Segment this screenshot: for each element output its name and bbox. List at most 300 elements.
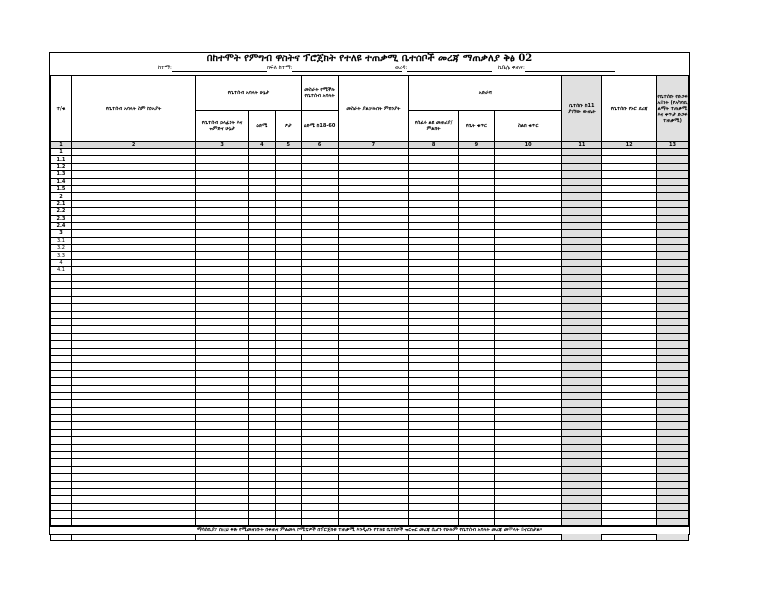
table-cell[interactable] [409, 149, 459, 156]
table-cell[interactable] [71, 163, 195, 170]
table-cell[interactable] [248, 422, 275, 429]
table-cell[interactable] [301, 333, 338, 340]
table-cell[interactable] [275, 333, 301, 340]
table-cell[interactable] [562, 156, 602, 163]
table-cell[interactable] [602, 503, 657, 510]
table-cell[interactable] [71, 259, 195, 266]
table-cell[interactable] [275, 466, 301, 473]
table-cell[interactable] [494, 518, 562, 525]
table-cell[interactable] [657, 437, 689, 444]
table-cell[interactable] [338, 230, 409, 237]
table-cell[interactable] [494, 282, 562, 289]
table-cell[interactable] [71, 407, 195, 414]
table-cell[interactable] [196, 518, 249, 525]
table-cell[interactable] [409, 245, 459, 252]
table-cell[interactable] [71, 252, 195, 259]
table-cell[interactable] [248, 481, 275, 488]
table-cell[interactable] [602, 363, 657, 370]
table-cell[interactable] [562, 363, 602, 370]
table-cell[interactable] [459, 452, 495, 459]
table-cell[interactable] [602, 222, 657, 229]
table-cell[interactable] [494, 245, 562, 252]
table-cell[interactable] [301, 496, 338, 503]
table-cell[interactable] [494, 222, 562, 229]
table-cell[interactable] [459, 348, 495, 355]
table-cell[interactable] [275, 222, 301, 229]
table-cell[interactable] [275, 296, 301, 303]
table-cell[interactable] [459, 363, 495, 370]
table-cell[interactable] [562, 422, 602, 429]
table-cell[interactable] [459, 385, 495, 392]
table-cell[interactable] [275, 289, 301, 296]
table-cell[interactable] [602, 400, 657, 407]
table-cell[interactable] [71, 245, 195, 252]
table-cell[interactable] [275, 230, 301, 237]
table-cell[interactable] [196, 429, 249, 436]
table-cell[interactable] [196, 289, 249, 296]
table-cell[interactable] [494, 259, 562, 266]
table-cell[interactable] [248, 488, 275, 495]
table-cell[interactable] [657, 370, 689, 377]
table-cell[interactable] [248, 459, 275, 466]
table-cell[interactable] [196, 156, 249, 163]
table-cell[interactable] [275, 149, 301, 156]
table-cell[interactable] [338, 511, 409, 518]
table-cell[interactable] [248, 282, 275, 289]
table-cell[interactable] [494, 163, 562, 170]
table-cell[interactable] [409, 318, 459, 325]
table-cell[interactable] [562, 222, 602, 229]
table-cell[interactable] [459, 488, 495, 495]
table-cell[interactable] [657, 415, 689, 422]
table-cell[interactable] [657, 385, 689, 392]
table-cell[interactable] [196, 466, 249, 473]
table-cell[interactable] [196, 511, 249, 518]
table-cell[interactable] [196, 282, 249, 289]
table-cell[interactable] [562, 185, 602, 192]
table-cell[interactable] [338, 163, 409, 170]
table-cell[interactable] [657, 222, 689, 229]
table-cell[interactable] [275, 252, 301, 259]
table-cell[interactable] [196, 259, 249, 266]
table-cell[interactable] [657, 481, 689, 488]
table-cell[interactable] [338, 422, 409, 429]
table-cell[interactable] [301, 400, 338, 407]
table-cell[interactable] [459, 511, 495, 518]
table-cell[interactable] [602, 378, 657, 385]
table-cell[interactable] [301, 178, 338, 185]
table-cell[interactable] [301, 363, 338, 370]
table-cell[interactable] [657, 400, 689, 407]
table-cell[interactable] [494, 193, 562, 200]
table-cell[interactable] [494, 466, 562, 473]
table-cell[interactable] [494, 267, 562, 274]
table-cell[interactable] [275, 503, 301, 510]
table-cell[interactable] [71, 429, 195, 436]
table-cell[interactable] [657, 518, 689, 525]
table-cell[interactable] [459, 415, 495, 422]
table-cell[interactable] [459, 407, 495, 414]
table-cell[interactable] [562, 385, 602, 392]
table-cell[interactable] [459, 355, 495, 362]
table-cell[interactable] [562, 311, 602, 318]
table-cell[interactable] [657, 274, 689, 281]
table-cell[interactable] [494, 444, 562, 451]
subcity-field[interactable] [267, 65, 402, 72]
table-cell[interactable] [275, 452, 301, 459]
table-cell[interactable] [248, 503, 275, 510]
table-cell[interactable] [657, 488, 689, 495]
table-cell[interactable] [657, 282, 689, 289]
table-cell[interactable] [196, 149, 249, 156]
table-cell[interactable] [338, 296, 409, 303]
table-cell[interactable] [301, 222, 338, 229]
table-cell[interactable] [301, 429, 338, 436]
table-cell[interactable] [562, 200, 602, 207]
table-cell[interactable] [459, 392, 495, 399]
table-cell[interactable] [657, 245, 689, 252]
table-cell[interactable] [71, 326, 195, 333]
table-cell[interactable] [602, 282, 657, 289]
table-cell[interactable] [409, 422, 459, 429]
table-cell[interactable] [494, 333, 562, 340]
table-cell[interactable] [196, 163, 249, 170]
table-cell[interactable] [409, 474, 459, 481]
table-cell[interactable] [602, 267, 657, 274]
table-cell[interactable] [562, 466, 602, 473]
table-cell[interactable] [562, 370, 602, 377]
table-cell[interactable] [562, 503, 602, 510]
table-cell[interactable] [196, 252, 249, 259]
table-cell[interactable] [196, 378, 249, 385]
table-cell[interactable] [338, 378, 409, 385]
table-cell[interactable] [602, 488, 657, 495]
table-cell[interactable] [562, 259, 602, 266]
table-cell[interactable] [602, 511, 657, 518]
table-cell[interactable] [301, 452, 338, 459]
table-cell[interactable] [494, 171, 562, 178]
table-cell[interactable] [248, 474, 275, 481]
table-cell[interactable] [338, 400, 409, 407]
table-cell[interactable] [196, 267, 249, 274]
table-cell[interactable] [275, 200, 301, 207]
table-cell[interactable] [494, 304, 562, 311]
table-cell[interactable] [494, 185, 562, 192]
table-cell[interactable] [196, 245, 249, 252]
table-cell[interactable] [275, 274, 301, 281]
table-cell[interactable] [338, 222, 409, 229]
table-cell[interactable] [275, 518, 301, 525]
table-cell[interactable] [409, 415, 459, 422]
table-cell[interactable] [275, 474, 301, 481]
table-cell[interactable] [196, 444, 249, 451]
table-cell[interactable] [409, 274, 459, 281]
table-cell[interactable] [196, 503, 249, 510]
table-cell[interactable] [562, 459, 602, 466]
table-cell[interactable] [248, 267, 275, 274]
table-cell[interactable] [602, 518, 657, 525]
table-cell[interactable] [301, 422, 338, 429]
table-cell[interactable] [275, 282, 301, 289]
table-cell[interactable] [494, 407, 562, 414]
table-cell[interactable] [409, 200, 459, 207]
table-cell[interactable] [248, 400, 275, 407]
table-cell[interactable] [71, 222, 195, 229]
table-cell[interactable] [657, 341, 689, 348]
table-cell[interactable] [602, 392, 657, 399]
table-cell[interactable] [196, 193, 249, 200]
table-cell[interactable] [602, 178, 657, 185]
table-cell[interactable] [409, 437, 459, 444]
table-cell[interactable] [459, 474, 495, 481]
table-cell[interactable] [196, 474, 249, 481]
table-cell[interactable] [71, 415, 195, 422]
table-cell[interactable] [71, 215, 195, 222]
table-cell[interactable] [196, 392, 249, 399]
table-cell[interactable] [248, 149, 275, 156]
table-cell[interactable] [275, 341, 301, 348]
table-cell[interactable] [409, 511, 459, 518]
table-cell[interactable] [196, 452, 249, 459]
table-cell[interactable] [459, 437, 495, 444]
table-cell[interactable] [301, 259, 338, 266]
table-cell[interactable] [71, 318, 195, 325]
table-cell[interactable] [275, 496, 301, 503]
table-cell[interactable] [71, 378, 195, 385]
table-cell[interactable] [602, 466, 657, 473]
table-cell[interactable] [409, 400, 459, 407]
table-cell[interactable] [71, 370, 195, 377]
table-cell[interactable] [602, 437, 657, 444]
table-cell[interactable] [459, 267, 495, 274]
table-cell[interactable] [562, 171, 602, 178]
table-cell[interactable] [301, 193, 338, 200]
table-cell[interactable] [602, 370, 657, 377]
table-cell[interactable] [338, 274, 409, 281]
table-cell[interactable] [459, 252, 495, 259]
table-cell[interactable] [248, 311, 275, 318]
table-cell[interactable] [248, 304, 275, 311]
table-cell[interactable] [562, 474, 602, 481]
table-cell[interactable] [71, 267, 195, 274]
table-cell[interactable] [248, 289, 275, 296]
table-cell[interactable] [459, 274, 495, 281]
table-cell[interactable] [459, 333, 495, 340]
table-cell[interactable] [71, 156, 195, 163]
table-cell[interactable] [71, 333, 195, 340]
table-cell[interactable] [338, 245, 409, 252]
table-cell[interactable] [657, 267, 689, 274]
table-cell[interactable] [602, 452, 657, 459]
table-cell[interactable] [494, 392, 562, 399]
table-cell[interactable] [338, 200, 409, 207]
table-cell[interactable] [275, 370, 301, 377]
table-cell[interactable] [562, 496, 602, 503]
table-cell[interactable] [71, 178, 195, 185]
table-cell[interactable] [657, 156, 689, 163]
table-cell[interactable] [196, 363, 249, 370]
table-cell[interactable] [248, 171, 275, 178]
table-cell[interactable] [657, 444, 689, 451]
table-cell[interactable] [409, 267, 459, 274]
table-cell[interactable] [71, 400, 195, 407]
table-cell[interactable] [248, 274, 275, 281]
table-cell[interactable] [494, 215, 562, 222]
table-cell[interactable] [338, 481, 409, 488]
table-cell[interactable] [657, 326, 689, 333]
table-cell[interactable] [301, 149, 338, 156]
table-cell[interactable] [562, 274, 602, 281]
table-cell[interactable] [657, 333, 689, 340]
table-cell[interactable] [338, 333, 409, 340]
table-cell[interactable] [602, 156, 657, 163]
table-cell[interactable] [562, 289, 602, 296]
table-cell[interactable] [494, 378, 562, 385]
table-cell[interactable] [301, 444, 338, 451]
table-cell[interactable] [301, 378, 338, 385]
table-cell[interactable] [602, 348, 657, 355]
table-cell[interactable] [248, 415, 275, 422]
table-cell[interactable] [196, 385, 249, 392]
table-cell[interactable] [196, 333, 249, 340]
table-cell[interactable] [562, 333, 602, 340]
table-cell[interactable] [275, 407, 301, 414]
table-cell[interactable] [248, 318, 275, 325]
table-cell[interactable] [409, 215, 459, 222]
woreda-field[interactable] [395, 65, 492, 72]
table-cell[interactable] [657, 378, 689, 385]
table-cell[interactable] [602, 407, 657, 414]
table-cell[interactable] [196, 230, 249, 237]
table-cell[interactable] [459, 200, 495, 207]
table-cell[interactable] [275, 208, 301, 215]
table-cell[interactable] [602, 215, 657, 222]
table-cell[interactable] [248, 429, 275, 436]
table-cell[interactable] [275, 311, 301, 318]
table-cell[interactable] [338, 466, 409, 473]
table-cell[interactable] [657, 178, 689, 185]
table-cell[interactable] [248, 259, 275, 266]
table-cell[interactable] [338, 392, 409, 399]
table-cell[interactable] [338, 259, 409, 266]
table-cell[interactable] [602, 185, 657, 192]
table-cell[interactable] [196, 318, 249, 325]
table-cell[interactable] [301, 481, 338, 488]
table-cell[interactable] [409, 392, 459, 399]
table-cell[interactable] [602, 311, 657, 318]
table-cell[interactable] [301, 503, 338, 510]
table-cell[interactable] [562, 429, 602, 436]
table-cell[interactable] [338, 459, 409, 466]
table-cell[interactable] [602, 259, 657, 266]
table-cell[interactable] [71, 282, 195, 289]
table-cell[interactable] [494, 496, 562, 503]
table-cell[interactable] [657, 304, 689, 311]
table-cell[interactable] [248, 326, 275, 333]
table-cell[interactable] [459, 171, 495, 178]
table-cell[interactable] [338, 429, 409, 436]
table-cell[interactable] [301, 230, 338, 237]
table-cell[interactable] [409, 385, 459, 392]
table-cell[interactable] [459, 215, 495, 222]
table-cell[interactable] [562, 230, 602, 237]
table-cell[interactable] [459, 245, 495, 252]
table-cell[interactable] [602, 355, 657, 362]
table-cell[interactable] [657, 289, 689, 296]
table-cell[interactable] [301, 518, 338, 525]
table-cell[interactable] [248, 452, 275, 459]
table-cell[interactable] [275, 355, 301, 362]
table-cell[interactable] [338, 267, 409, 274]
table-cell[interactable] [494, 459, 562, 466]
table-cell[interactable] [459, 259, 495, 266]
table-cell[interactable] [459, 326, 495, 333]
table-cell[interactable] [248, 355, 275, 362]
table-cell[interactable] [275, 378, 301, 385]
table-cell[interactable] [562, 252, 602, 259]
table-cell[interactable] [196, 437, 249, 444]
table-cell[interactable] [196, 208, 249, 215]
table-cell[interactable] [196, 296, 249, 303]
table-cell[interactable] [301, 282, 338, 289]
table-cell[interactable] [248, 392, 275, 399]
table-cell[interactable] [71, 149, 195, 156]
table-cell[interactable] [459, 459, 495, 466]
table-cell[interactable] [248, 511, 275, 518]
table-cell[interactable] [71, 392, 195, 399]
table-cell[interactable] [602, 318, 657, 325]
table-cell[interactable] [602, 429, 657, 436]
table-cell[interactable] [657, 237, 689, 244]
table-cell[interactable] [71, 422, 195, 429]
table-cell[interactable] [459, 178, 495, 185]
table-cell[interactable] [409, 452, 459, 459]
table-cell[interactable] [562, 178, 602, 185]
table-cell[interactable] [657, 200, 689, 207]
table-cell[interactable] [301, 252, 338, 259]
table-cell[interactable] [657, 496, 689, 503]
table-cell[interactable] [459, 341, 495, 348]
table-cell[interactable] [275, 488, 301, 495]
table-cell[interactable] [275, 400, 301, 407]
table-cell[interactable] [562, 237, 602, 244]
table-cell[interactable] [275, 459, 301, 466]
table-cell[interactable] [562, 245, 602, 252]
table-cell[interactable] [409, 444, 459, 451]
table-cell[interactable] [562, 355, 602, 362]
table-cell[interactable] [248, 378, 275, 385]
table-cell[interactable] [338, 452, 409, 459]
table-cell[interactable] [409, 156, 459, 163]
table-cell[interactable] [602, 415, 657, 422]
table-cell[interactable] [459, 289, 495, 296]
table-cell[interactable] [562, 488, 602, 495]
table-cell[interactable] [301, 415, 338, 422]
table-cell[interactable] [409, 503, 459, 510]
table-cell[interactable] [459, 304, 495, 311]
table-cell[interactable] [71, 341, 195, 348]
table-cell[interactable] [301, 385, 338, 392]
table-cell[interactable] [71, 459, 195, 466]
table-cell[interactable] [338, 415, 409, 422]
table-cell[interactable] [196, 185, 249, 192]
table-cell[interactable] [602, 326, 657, 333]
table-cell[interactable] [409, 237, 459, 244]
table-cell[interactable] [301, 474, 338, 481]
table-cell[interactable] [275, 481, 301, 488]
table-cell[interactable] [196, 459, 249, 466]
table-cell[interactable] [338, 311, 409, 318]
